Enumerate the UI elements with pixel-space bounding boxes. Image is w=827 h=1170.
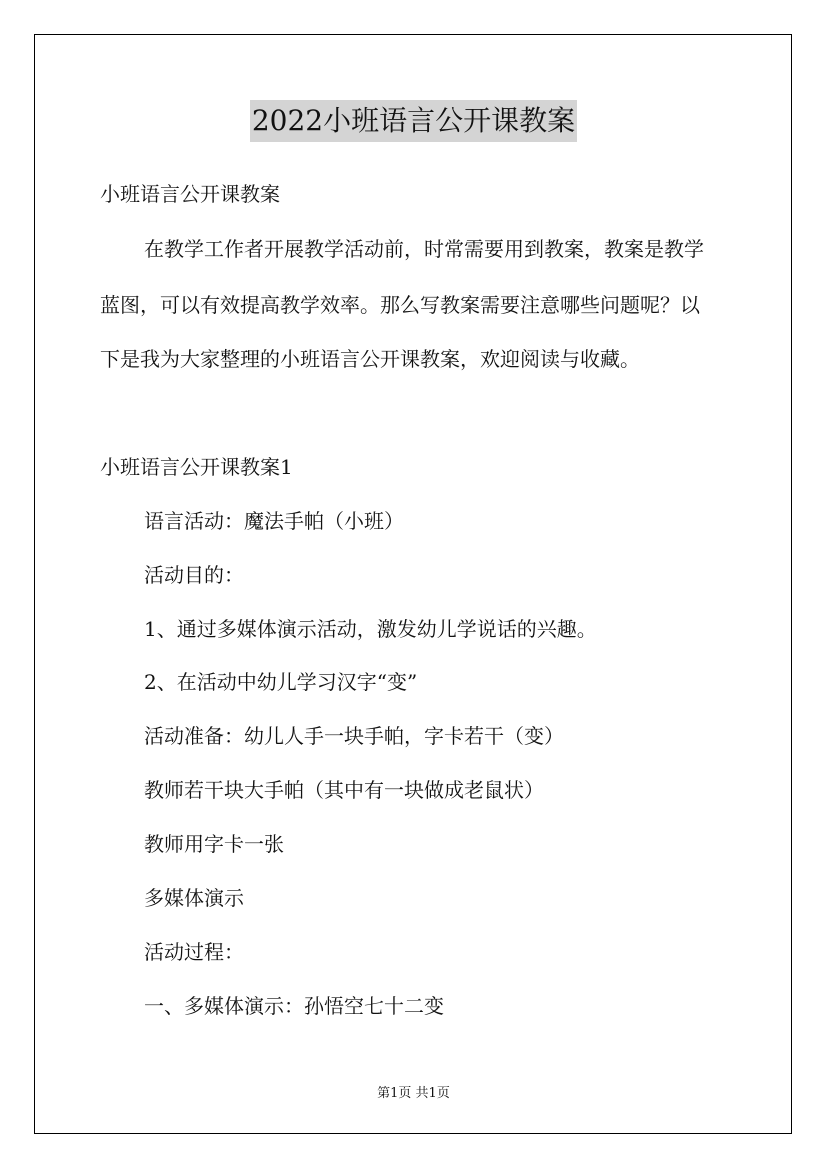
list-item: 教师若干块大手帕（其中有一块做成老鼠状） [144, 778, 544, 802]
page-footer: 第1页 共1页 [377, 1086, 450, 1101]
list-item: 1、通过多媒体演示活动，激发幼儿学说话的兴趣。 [144, 617, 597, 641]
list-item: 活动准备：幼儿人手一块手帕，字卡若干（变） [144, 724, 564, 748]
list-item: 语言活动：魔法手帕（小班） [144, 509, 404, 533]
list-item: 活动目的： [144, 563, 244, 587]
list-item: 2、在活动中幼儿学习汉字“变” [144, 670, 418, 694]
document-subtitle: 小班语言公开课教案 [100, 182, 280, 206]
intro-line-1: 在教学工作者开展教学活动前，时常需要用到教案，教案是教学 [144, 237, 704, 261]
list-item: 教师用字卡一张 [144, 832, 284, 856]
list-item: 多媒体演示 [144, 886, 244, 910]
intro-line-2: 蓝图，可以有效提高教学效率。那么写教案需要注意哪些问题呢？以 [100, 293, 700, 317]
section-heading: 小班语言公开课教案1 [100, 455, 293, 479]
document-title: 2022小班语言公开课教案 [250, 100, 577, 142]
title-wrap [0, 100, 827, 142]
list-item: 一、多媒体演示：孙悟空七十二变 [144, 994, 444, 1018]
intro-line-3: 下是我为大家整理的小班语言公开课教案，欢迎阅读与收藏。 [100, 347, 640, 371]
list-item: 活动过程： [144, 940, 244, 964]
